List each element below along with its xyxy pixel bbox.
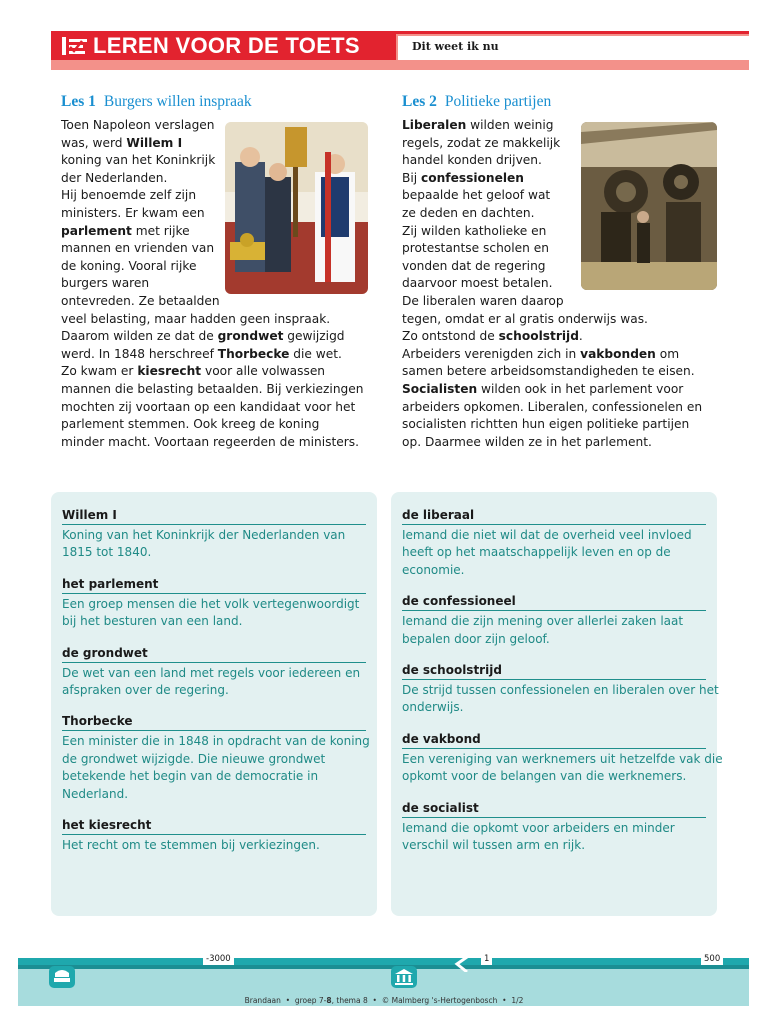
definition-line: economie. — [402, 562, 465, 577]
glossary-definition — [62, 527, 345, 562]
factory-workers-photo — [581, 122, 717, 290]
text-run: tegen, omdat er al gratis onderwijs was. — [402, 311, 648, 326]
definition-line: Het recht om te stemmen bij verkiezingen. — [62, 838, 320, 852]
text-run: arbeiders opkomen. Liberalen, confessionelen en — [402, 399, 703, 414]
definition-line: betekende het begin van de democratie in — [62, 769, 319, 784]
text-line — [402, 416, 702, 434]
checklist-icon — [61, 36, 89, 56]
text-line — [61, 416, 364, 434]
definition-line: Iemand die zijn mening over allerlei zaken laat — [402, 614, 684, 629]
text-line — [402, 434, 702, 452]
glossary-definition — [62, 665, 360, 700]
text-line — [402, 328, 702, 346]
text-run: Zo kwam er — [61, 364, 138, 379]
timeline-break-icon — [453, 950, 471, 972]
text-line — [402, 381, 702, 399]
text-line — [61, 399, 364, 417]
lesson-1-number: Les 1 — [61, 93, 96, 110]
definition-line: Een groep mensen die het volk vertegenwoordigt — [62, 596, 360, 611]
footer-group-bold: 8 — [326, 996, 332, 1005]
timeline-label-start: -3000 — [203, 953, 234, 965]
text-run: gewijzigd — [283, 329, 345, 344]
text-run: werd. In 1848 herschreef — [61, 346, 218, 361]
definition-line: Iemand die opkomt voor arbeiders en minder — [402, 820, 675, 835]
text-run: bepaalde het geloof wat — [402, 188, 551, 203]
helmet-icon — [49, 966, 75, 988]
lesson-1-title: Burgers willen inspraak — [103, 93, 252, 110]
glossary-definition — [62, 837, 320, 854]
header-subtitle-tag — [398, 36, 749, 60]
keyword: Liberalen — [402, 118, 467, 132]
text-line — [402, 311, 702, 329]
text-run: veel belasting, maar hadden geen inspraak. — [61, 311, 331, 326]
footer-page-number: 1/2 — [511, 996, 524, 1005]
definition-line: heeft op het maatschappelijk leven en op de — [402, 545, 671, 560]
text-line — [61, 434, 364, 452]
text-line — [61, 346, 364, 364]
text-run: socialisten richtten hun eigen politieke partijen — [402, 417, 690, 432]
footer-publisher: Brandaan — [244, 996, 281, 1005]
glossary-definition — [402, 527, 692, 579]
definition-line: verschil wil tussen arm en rijk. — [402, 838, 586, 852]
lesson-2-heading — [402, 93, 551, 111]
text-run: op. Daarmee wilden ze in het parlement. — [402, 434, 652, 449]
text-run: handel konden drijven. — [402, 153, 542, 168]
keyword: parlement — [61, 223, 132, 238]
timeline-line — [18, 965, 749, 969]
text-run: Hij benoemde zelf zijn — [61, 188, 197, 203]
text-line — [61, 381, 364, 399]
definition-line: de grondwet wijzigde. Die nieuwe grondwet — [62, 751, 326, 766]
text-line — [61, 311, 364, 329]
definition-line: Iemand die niet wil dat de overheid veel invloed — [402, 528, 692, 542]
footer-credits: Brandaan • groep 7-8, thema 8 • © Malmberg 's-Hertogenbosch • 1/2 — [244, 996, 524, 1005]
timeline-label-year-1: 1 — [481, 953, 492, 965]
timeline-label-500: 500 — [701, 953, 723, 965]
text-line — [402, 346, 702, 364]
footer-group: groep 7- — [294, 996, 327, 1005]
glossary-term: de schoolstrijd — [402, 663, 706, 680]
text-run: mochten zij voortaan op een kandidaat voor het — [61, 399, 356, 414]
definition-line: bij het besturen van een land. — [62, 614, 243, 629]
text-run: mannen en vrienden van — [61, 241, 215, 256]
text-run: wilden weinig — [466, 118, 554, 132]
text-line — [61, 328, 364, 346]
footer-copyright: © Malmberg 's-Hertogenbosch — [381, 996, 498, 1005]
text-run: parlement stemmen. Ook kreeg de koning — [61, 417, 320, 432]
keyword: schoolstrijd — [498, 329, 579, 344]
text-line — [402, 363, 702, 381]
text-line — [402, 293, 702, 311]
keyword: Socialisten — [402, 381, 478, 396]
text-line — [61, 293, 364, 311]
text-run: Daarom wilden ze dat de — [61, 329, 218, 344]
text-run: ze deden en dachten. — [402, 205, 535, 220]
glossary-term: Thorbecke — [62, 714, 366, 731]
glossary-definition — [62, 596, 359, 631]
glossary-definition — [402, 751, 723, 786]
text-run: ontevreden. Ze betaalden — [61, 293, 220, 308]
text-run: protestantse scholen en — [402, 241, 549, 256]
text-run: Zo ontstond de — [402, 329, 499, 344]
text-run: De liberalen waren daarop — [402, 293, 564, 308]
definition-line: bepalen door zijn geloof. — [402, 631, 550, 646]
text-run: Zij wilden katholieke en — [402, 223, 547, 238]
definition-line: 1815 tot 1840. — [62, 545, 152, 560]
text-run: Arbeiders verenigden zich in — [402, 346, 581, 361]
text-run: Bij — [402, 170, 422, 185]
glossary-term: het kiesrecht — [62, 818, 366, 835]
text-run: vonden dat de regering — [402, 258, 546, 273]
text-run: ministers. Er kwam een — [61, 205, 205, 220]
text-run: om — [655, 346, 680, 361]
definition-line: De wet van een land met regels voor iedereen en — [62, 665, 361, 680]
glossary-term: het parlement — [62, 577, 366, 594]
glossary-term: de confessioneel — [402, 594, 706, 611]
definition-line: opkomt voor de belangen van die werknemers. — [402, 769, 687, 784]
glossary-term: de vakbond — [402, 732, 706, 749]
text-line — [61, 363, 364, 381]
definition-line: Een vereniging van werknemers uit hetzelfde vak die — [402, 751, 723, 766]
text-run: wilden ook in het parlement voor — [477, 381, 684, 396]
text-run: minder macht. Voortaan regeerden de ministers. — [61, 434, 359, 449]
keyword: Thorbecke — [217, 346, 290, 361]
glossary-definition — [402, 613, 683, 648]
glossary-definition — [402, 820, 675, 855]
lesson-2-number: Les 2 — [402, 93, 437, 110]
glossary-term: de liberaal — [402, 508, 706, 525]
keyword: confessionelen — [421, 170, 524, 185]
keyword: kiesrecht — [137, 364, 202, 379]
header-subtitle: Dit weet ik nu — [412, 40, 499, 53]
text-run: was, werd — [61, 135, 127, 150]
text-run: die wet. — [289, 346, 342, 361]
text-run: met rijke — [131, 223, 190, 238]
definition-line: De strijd tussen confessionelen en liberalen over het — [402, 683, 719, 697]
glossary-term: de socialist — [402, 801, 706, 818]
definition-line: afspraken over de regering. — [62, 683, 229, 697]
definition-line: Een minister die in 1848 in opdracht van de koning — [62, 734, 370, 749]
text-run: mannen die belasting betaalden. Bij verkiezingen — [61, 381, 364, 396]
text-run: der Nederlanden. — [61, 170, 168, 185]
keyword: Willem I — [126, 135, 183, 150]
text-run: burgers waren — [61, 276, 150, 291]
definition-line: Koning van het Koninkrijk der Nederlanden van — [62, 528, 346, 542]
keyword: vakbonden — [580, 346, 656, 361]
text-line — [402, 399, 702, 417]
glossary-definition — [402, 682, 719, 717]
willem-i-inauguration-illustration — [225, 122, 368, 294]
glossary-term: Willem I — [62, 508, 366, 525]
lesson-2-title: Politieke partijen — [444, 93, 552, 110]
glossary-definition — [62, 733, 370, 803]
footer-theme: , thema 8 — [331, 996, 368, 1005]
text-run: voor alle volwassen — [201, 364, 326, 379]
glossary-term: de grondwet — [62, 646, 366, 663]
definition-line: Nederland. — [62, 786, 129, 801]
page-title: LEREN VOOR DE TOETS — [93, 33, 360, 58]
text-run: de koning. Vooral rijke — [61, 258, 197, 273]
text-run: samen betere arbeidsomstandigheden te eisen. — [402, 364, 695, 379]
text-run: koning van het Koninkrijk — [61, 153, 216, 168]
keyword: grondwet — [217, 329, 284, 344]
museum-icon — [391, 966, 417, 988]
definition-line: onderwijs. — [402, 700, 464, 715]
text-run: regels, zodat ze makkelijk — [402, 135, 561, 150]
text-run: daarvoor moest betalen. — [402, 276, 553, 291]
lesson-1-heading — [61, 93, 252, 111]
timeline-bar — [18, 958, 749, 965]
text-run: . — [578, 329, 583, 344]
text-run: Toen Napoleon verslagen — [61, 118, 215, 132]
